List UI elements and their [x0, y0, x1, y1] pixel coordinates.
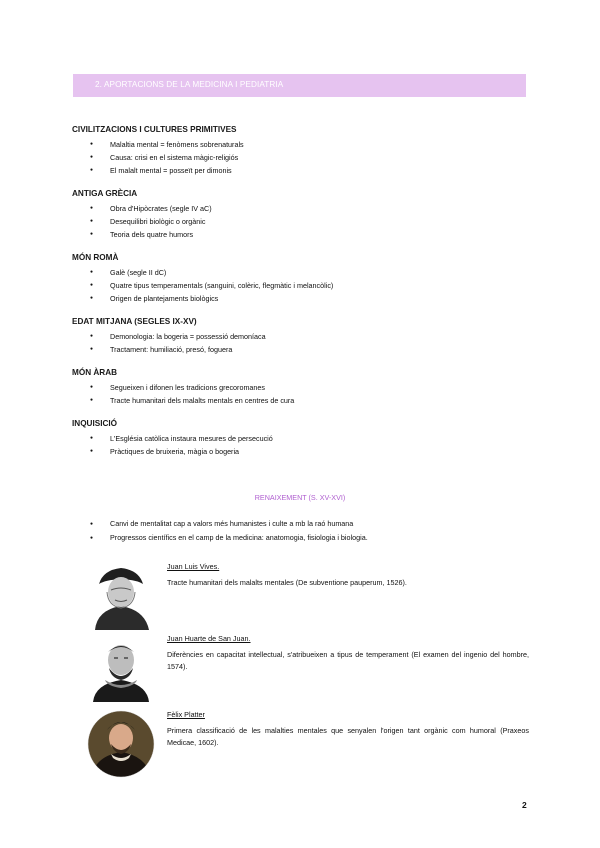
list-item: ● Tractament: humiliació, presó, foguera: [72, 343, 532, 356]
list-item: ● Galè (segle II dC): [72, 266, 532, 279]
section-arab-world: [72, 368, 532, 407]
list-item: ● Malaltia mental = fenòmens sobrenaturals: [72, 138, 532, 151]
list-item: ● L'Església catòlica instaura mesures de persecució: [72, 432, 532, 445]
list-item: ● Desequilibri biològic o orgànic: [72, 215, 532, 228]
list-item: ● Origen de plantejaments biològics: [72, 292, 532, 305]
section-rome: [72, 253, 532, 305]
renaissance-list: [72, 517, 532, 545]
list-item: ● Demonologia: la bogeria = possessió demoníaca: [72, 330, 532, 343]
section-banner: [73, 74, 526, 97]
person-description: Tracte humanitari dels malalts mentales (De subventione pauperum, 1526).: [167, 578, 407, 587]
section-heading: 2. APORTACIONS DE LA MEDICINA I PEDIATRIA: [95, 80, 284, 89]
section-primitive: [72, 125, 532, 177]
list-item: ● El malalt mental = posseït per dimonis: [72, 164, 532, 177]
list-item: ● Segueixen i difonen les tradicions grecoromanes: [72, 381, 532, 394]
section-greece: [72, 189, 532, 241]
portrait-vives: [87, 562, 155, 630]
section-title: EDAT MITJANA (SEGLES IX-XV): [72, 317, 197, 326]
section-title: ANTIGA GRÈCIA: [72, 189, 138, 198]
page-number: 2: [522, 800, 527, 810]
person-description: Primera classificació de les malalties mentales que senyalen l'origen tant orgànic com humoral (Praxeos Medicae, 1602).: [167, 726, 529, 747]
person-name: Juan Luis Vives.: [167, 562, 220, 571]
section-title: MÓN ÀRAB: [72, 368, 118, 377]
list-item: ● Causa: crisi en el sistema màgic-religiós: [72, 151, 532, 164]
section-middle-ages: [72, 317, 532, 356]
list-item: ● Obra d'Hipòcrates (segle IV aC): [72, 202, 532, 215]
renaissance-title: RENAIXEMENT (S. XV-XVI): [254, 493, 346, 502]
portrait-huarte: [87, 634, 155, 702]
list-item: ● Tracte humanitari dels malalts mentals en centres de cura: [72, 394, 532, 407]
list-item: ● Pràctiques de bruixeria, màgia o bogeria: [72, 445, 532, 458]
portrait-platter: [87, 710, 155, 778]
list-item: ● Quatre tipus temperamentals (sanguini, colèric, flegmàtic i melancòlic): [72, 279, 532, 292]
section-title: INQUISICIÓ: [72, 419, 118, 428]
person-name: Fèlix Platter: [167, 710, 205, 719]
section-title: CIVILITZACIONS I CULTURES PRIMITIVES: [72, 125, 237, 134]
history-sections: [72, 125, 532, 470]
list-item: ● Canvi de mentalitat cap a valors més humanistes i culte a mb la raó humana: [72, 517, 532, 531]
person-name: Juan Huarte de San Juan.: [167, 634, 251, 643]
list-item: ● Progressos científics en el camp de la medicina: anatomogia, fisiologia i biologia.: [72, 531, 532, 545]
person-description: Diferències en capacitat intellectual, s'atribueixen a tipus de temperament (El examen del ingenio del hombre, 1574).: [167, 650, 529, 671]
list-item: ● Teoria dels quatre humors: [72, 228, 532, 241]
section-inquisition: [72, 419, 532, 458]
section-title: MÓN ROMÀ: [72, 253, 119, 262]
